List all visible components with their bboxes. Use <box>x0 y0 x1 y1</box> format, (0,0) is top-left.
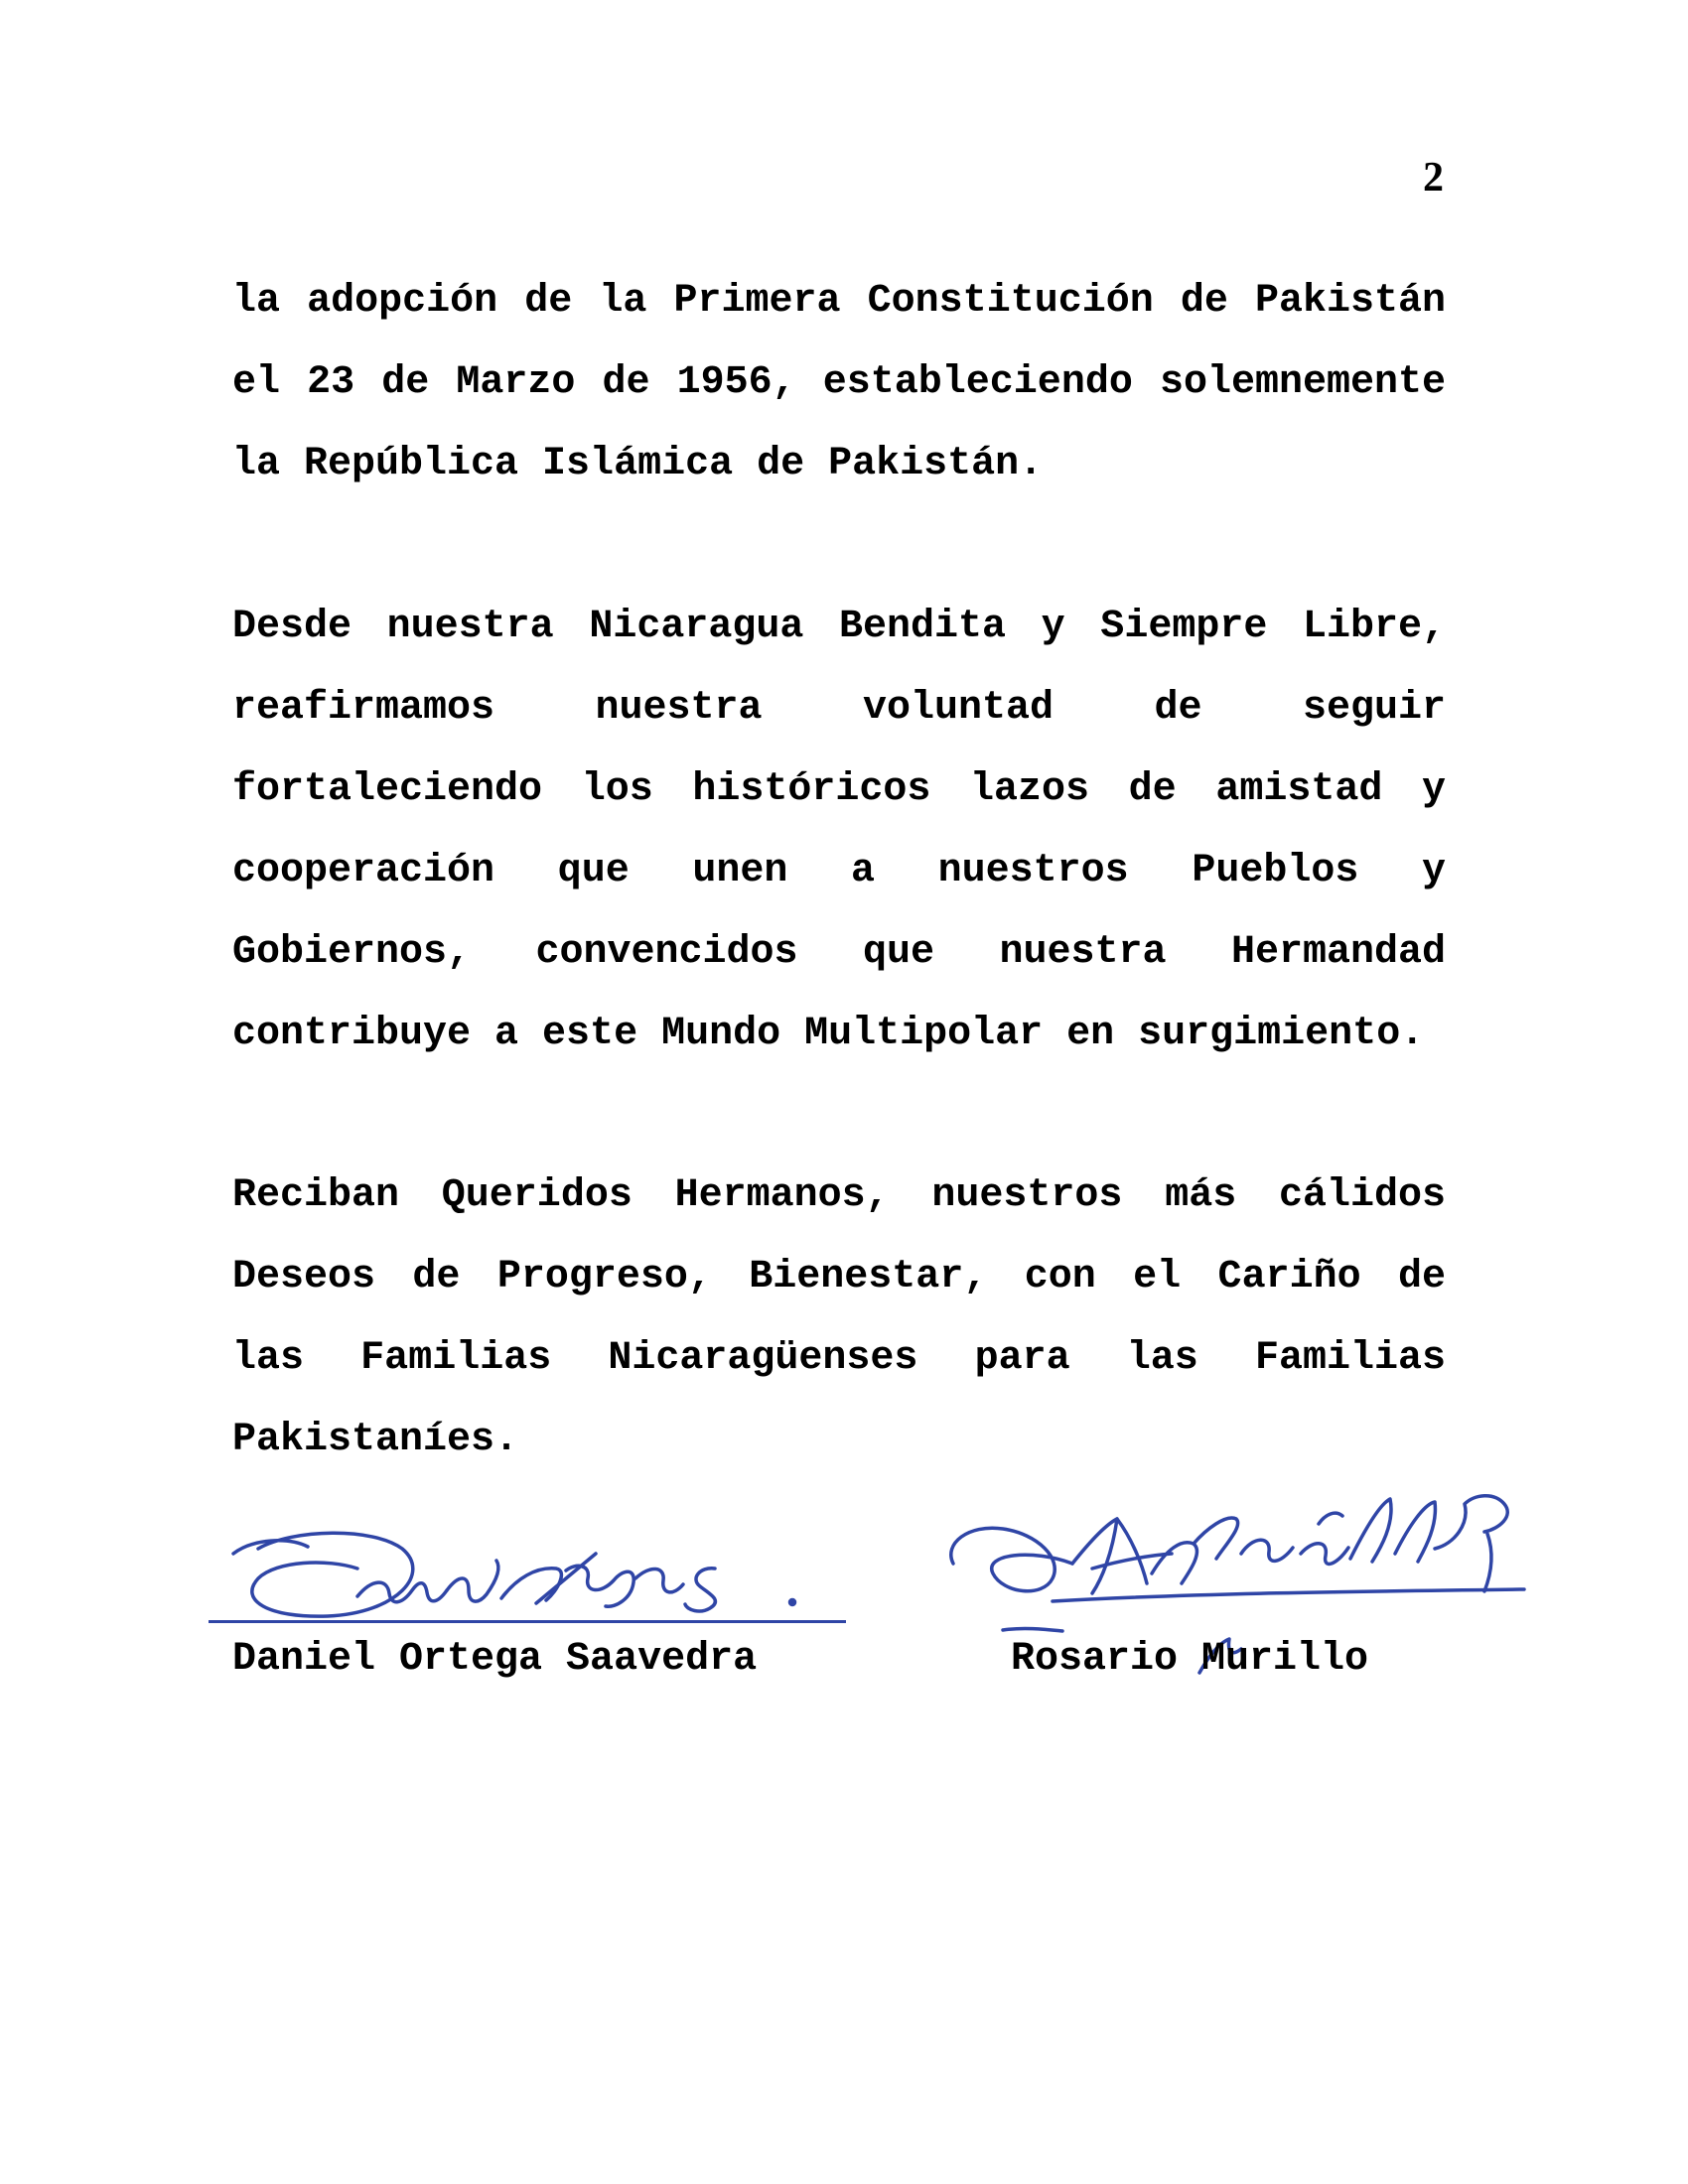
signature-daniel-ortega <box>199 1509 854 1638</box>
page-number: 2 <box>1423 155 1444 201</box>
paragraph-wishes: Reciban Queridos Hermanos, nuestros más cálidos Deseos de Progreso, Bienestar, con el Cariño de las Familias Nicaragüenses para las Familias Pakistaníes. <box>232 1173 1446 1462</box>
paragraph-friendship: Desde nuestra Nicaragua Bendita y Siempre Libre, reafirmamos nuestra voluntad de seguir fortaleciendo los históricos lazos de amistad y cooperación que unen a nuestros Pueblos y Gobiernos, convencidos que nuestra Hermandad contribuye a este Mundo Multipolar en surgimiento. <box>232 605 1446 1056</box>
signer-name-daniel-ortega: Daniel Ortega Saavedra <box>232 1637 758 1682</box>
signer-name-rosario-murillo: Rosario Murillo <box>1011 1637 1369 1682</box>
paragraph-constitution: la adopción de la Primera Constitución de Pakistán el 23 de Marzo de 1956, estableciendo solemnemente la República Islámica de Pakistán. <box>232 279 1446 486</box>
signature-line-daniel-ortega <box>209 1620 846 1623</box>
